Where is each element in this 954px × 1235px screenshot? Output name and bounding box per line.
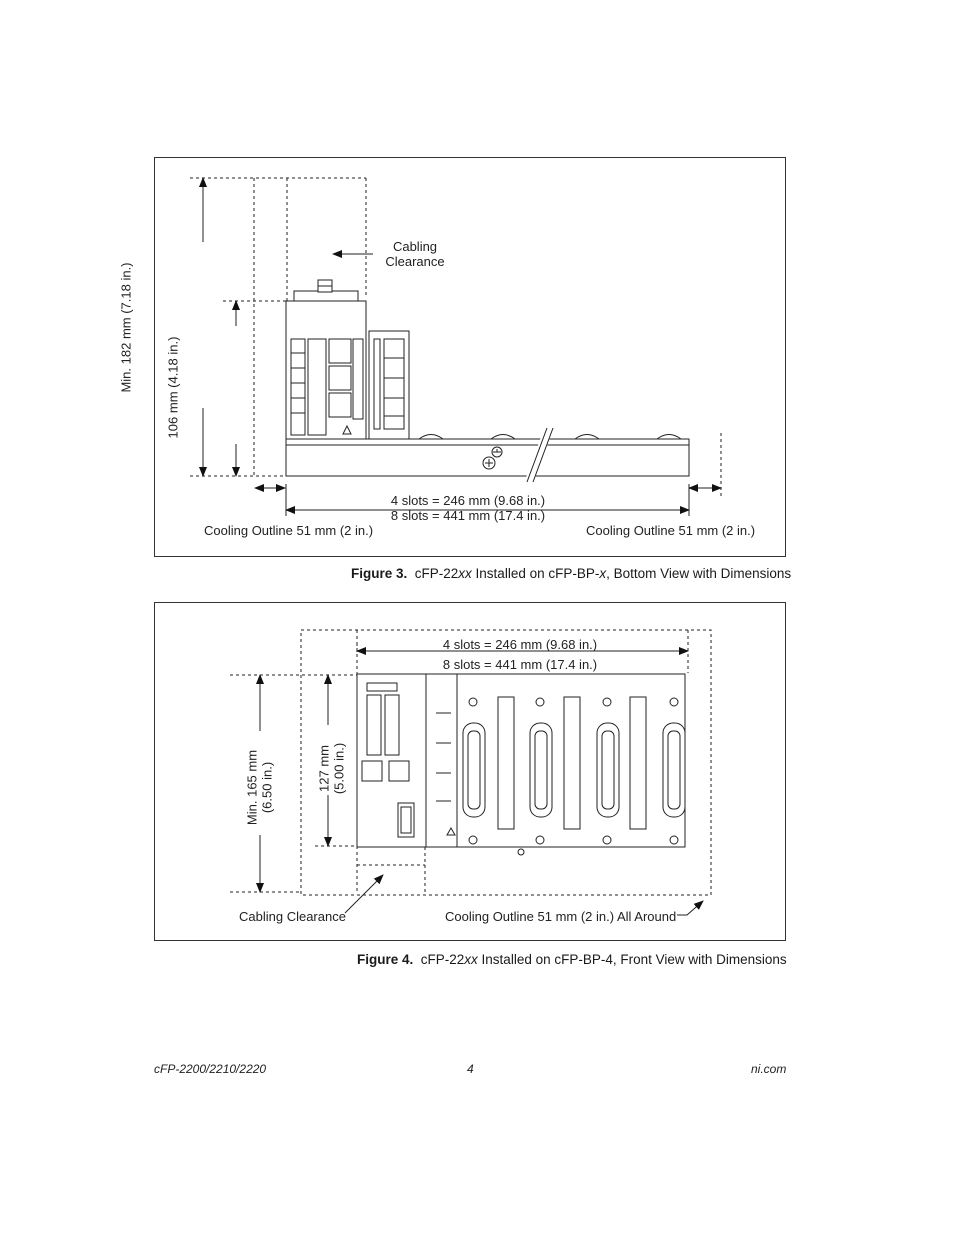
figure-3-caption [351,566,791,581]
fig4-height-line1: 127 mm [316,745,332,792]
footer-page-number: 4 [467,1062,474,1076]
fig3-cabling-line2: Clearance [385,254,445,269]
fig3-min-height-label: Min. 182 mm (7.18 in.) [118,262,134,393]
footer-product: cFP-2200/2210/2220 [154,1062,267,1076]
figure-3-title-suffix: , Bottom View with Dimensions [606,566,792,581]
figure-4-title-prefix: cFP-22 [420,952,465,967]
fig4-slots4-label: 4 slots = 246 mm (9.68 in.) [442,637,598,652]
figure-4-title-suffix: Installed on cFP-BP-4, Front View with Dimensions [477,952,787,967]
fig3-cooling-left: Cooling Outline 51 mm (2 in.) [204,523,374,538]
figure-3-number: Figure 3. [351,566,408,581]
fig3-slots4-label: 4 slots = 246 mm (9.68 in.) [390,493,546,508]
fig3-cabling-line1: Cabling [392,239,438,254]
fig4-slots8-label: 8 slots = 441 mm (17.4 in.) [442,657,598,672]
figure-3-title-italic1: xx [458,566,472,581]
figure-3-title-italic2: x [599,566,607,581]
fig4-min-height-line2: (6.50 in.) [259,761,275,814]
figure-4-caption [357,952,787,967]
fig4-cabling-label: Cabling Clearance [239,909,346,924]
fig3-cooling-right: Cooling Outline 51 mm (2 in.) [586,523,756,538]
figure-4-number: Figure 4. [357,952,414,967]
fig3-slots8-label: 8 slots = 441 mm (17.4 in.) [390,508,546,523]
figure-3-title-prefix: cFP-22 [414,566,459,581]
fig4-cooling-label: Cooling Outline 51 mm (2 in.) All Around [445,909,677,924]
fig4-min-height-line1: Min. 165 mm [244,749,260,826]
fig3-height-label: 106 mm (4.18 in.) [165,336,181,439]
fig4-height-line2: (5.00 in.) [331,742,347,795]
footer-website: ni.com [751,1062,787,1076]
figure-4-title-italic1: xx [464,952,478,967]
figure-3-title-mid: Installed on cFP-BP- [471,566,600,581]
